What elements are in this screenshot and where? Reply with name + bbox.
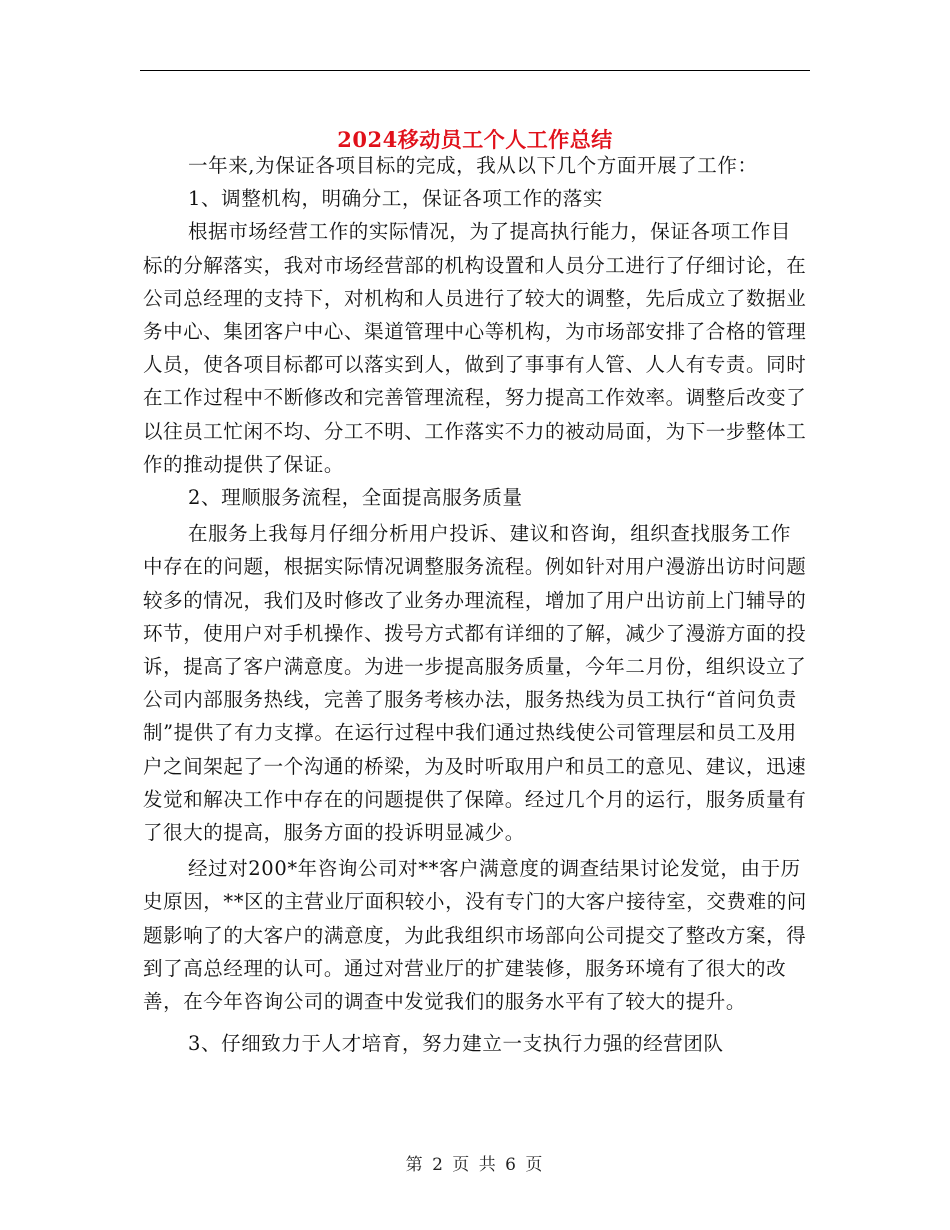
- paragraph-survey: 经过对200*年咨询公司对**客户满意度的调查结果讨论发觉，由于历史原因，**区的主营业厅面积较小，没有专门的大客户接待室，交费难的问题影响了的大客户的满意度，为此我组织市场部向公司提交了整改方案，得到了高总经理的认可。通过对营业厅的扩建装修，服务环境有了很大的改善，在今年咨询公司的调查中发觉我们的服务水平有了较大的提升。: [143, 857, 807, 1014]
- document-body: [143, 149, 811, 1060]
- header-rule: [140, 70, 810, 71]
- section-heading-3: 3、仔细致力于人才培育，努力建立一支执行力强的经营团队: [188, 1032, 724, 1056]
- paragraph-section-1: 根据市场经营工作的实际情况，为了提高执行能力，保证各项工作目标的分解落实，我对市场经营部的机构设置和人员分工进行了仔细讨论，在公司总经理的支持下，对机构和人员进行了较大的调整，先后成立了数据业务中心、集团客户中心、渠道管理中心等机构，为市场部安排了合格的管理人员，使各项目标都可以落实到人，做到了事事有人管、人人有专责。同时在工作过程中不断修改和完善管理流程，努力提高工作效率。调整后改变了以往员工忙闲不均、分工不明、工作落实不力的被动局面，为下一步整体工作的推动提供了保证。: [143, 220, 807, 476]
- section-heading-2: 2、理顺服务流程，全面提高服务质量: [188, 486, 523, 510]
- paragraph-section-2: 在服务上我每月仔细分析用户投诉、建议和咨询，组织查找服务工作中存在的问题，根据实际情况调整服务流程。例如针对用户漫游出访时问题较多的情况，我们及时修改了业务办理流程，增加了用户出访前上门辅导的环节，使用户对手机操作、拨号方式都有详细的了解，减少了漫游方面的投诉，提高了客户满意度。为进一步提高服务质量，今年二月份，组织设立了公司内部服务热线，完善了服务考核办法，服务热线为员工执行“首问负责制”提供了有力支撑。在运行过程中我们通过热线使公司管理层和员工及用户之间架起了一个沟通的桥梁，为及时听取用户和员工的意见、建议，迅速发觉和解决工作中存在的问题提供了保障。经过几个月的运行，服务质量有了很大的提高，服务方面的投诉明显减少。: [143, 522, 807, 845]
- section-heading-1: 1、调整机构，明确分工，保证各项工作的落实: [188, 187, 604, 211]
- paragraph-intro: 一年来,为保证各项目标的完成，我从以下几个方面开展了工作：: [188, 154, 758, 177]
- document-title: 2024移动员工个人工作总结: [337, 127, 613, 153]
- page-number: 第 2 页 共 6 页: [405, 1155, 545, 1175]
